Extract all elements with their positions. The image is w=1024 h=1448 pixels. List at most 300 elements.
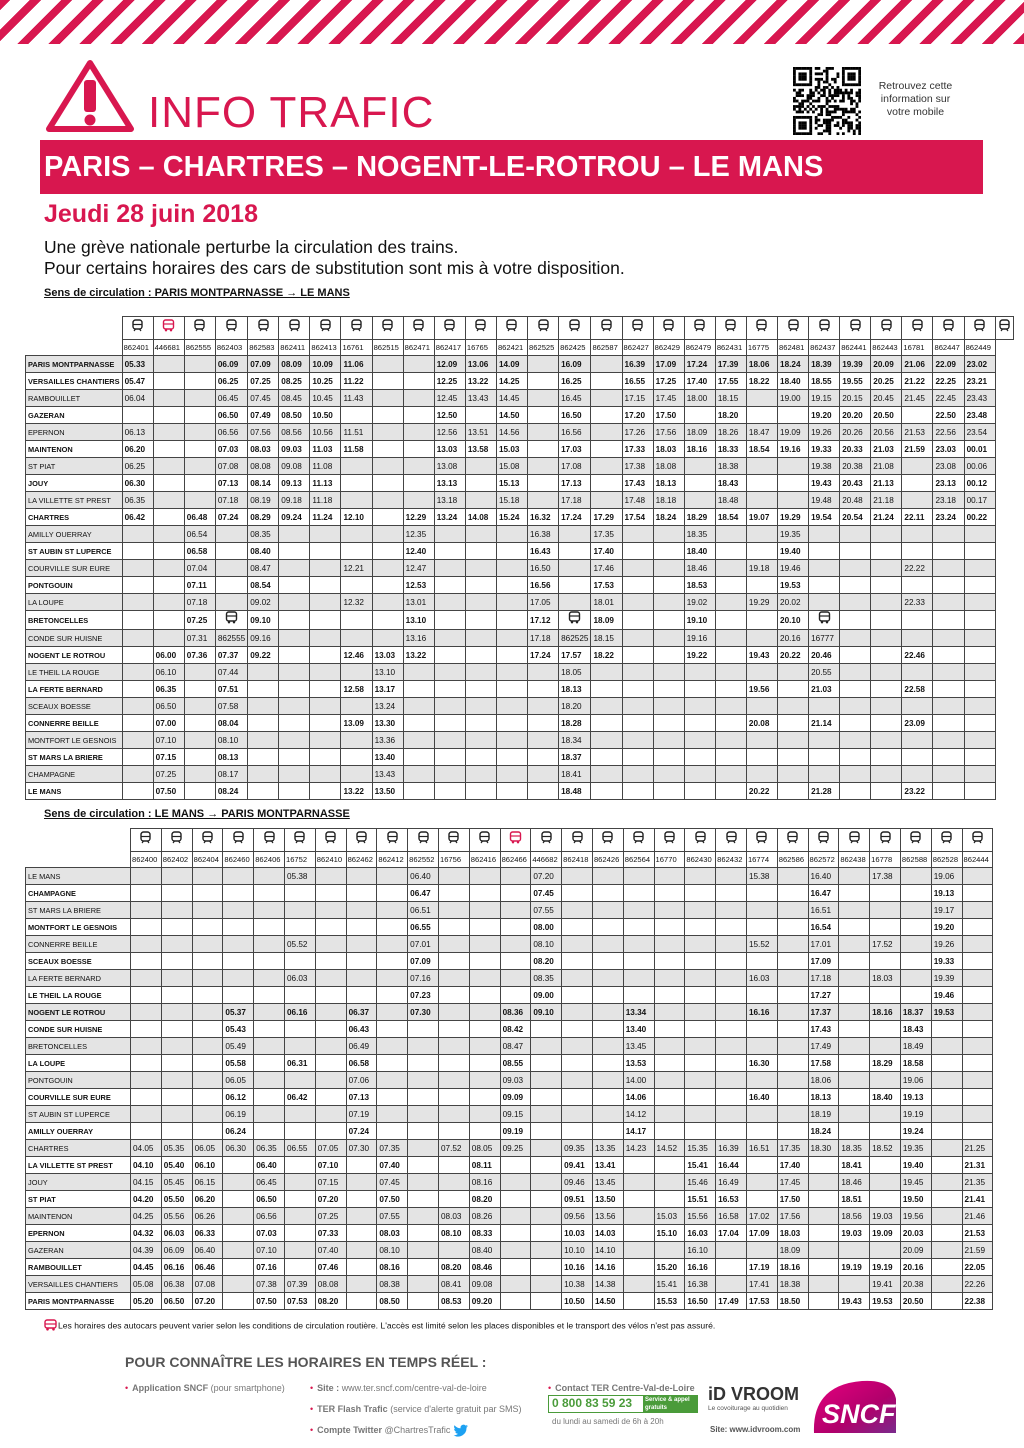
time-cell [591, 681, 622, 698]
time-cell [192, 1038, 223, 1055]
time-cell [528, 492, 559, 509]
time-cell [403, 766, 434, 783]
time-cell: 20.08 [746, 715, 777, 732]
time-cell [931, 1055, 962, 1072]
time-cell: 08.03 [438, 1208, 469, 1225]
coach-note [44, 1319, 715, 1333]
time-cell: 09.02 [248, 594, 279, 611]
time-cell [315, 936, 346, 953]
time-cell: 07.40 [377, 1157, 408, 1174]
train-icon [684, 317, 715, 340]
timetable-row [26, 441, 1014, 458]
time-cell: 15.41 [685, 1157, 716, 1174]
time-cell [808, 1174, 839, 1191]
time-cell [279, 543, 310, 560]
time-cell: 06.19 [223, 1106, 254, 1123]
time-cell: 06.45 [254, 1174, 285, 1191]
time-cell: 16.56 [559, 424, 591, 441]
time-cell [122, 611, 153, 630]
time-cell: 08.03 [248, 441, 279, 458]
timetable-row [26, 902, 993, 919]
time-cell: 11.22 [341, 373, 372, 390]
train-number: 862438 [839, 852, 870, 868]
time-cell: 18.15 [715, 390, 746, 407]
time-cell [254, 919, 285, 936]
time-cell: 12.45 [434, 390, 465, 407]
time-cell: 09.35 [562, 1140, 593, 1157]
time-cell: 15.10 [654, 1225, 685, 1242]
time-cell [622, 766, 653, 783]
time-cell [716, 885, 747, 902]
time-cell: 17.18 [559, 492, 591, 509]
time-cell [778, 766, 809, 783]
time-cell: 18.20 [715, 407, 746, 424]
timetable-row [26, 1038, 993, 1055]
time-cell [777, 1123, 808, 1140]
time-cell [215, 577, 247, 594]
time-cell [153, 407, 184, 424]
time-cell: 19.26 [809, 424, 840, 441]
time-cell: 08.11 [469, 1157, 500, 1174]
time-cell: 14.08 [465, 509, 496, 526]
realtime-title: POUR CONNAÎTRE LES HORAIRES EN TEMPS RÉEL : [125, 1354, 487, 1370]
time-cell: 13.16 [403, 630, 434, 647]
time-cell [403, 749, 434, 766]
time-cell [685, 1106, 716, 1123]
time-cell [153, 560, 184, 577]
time-cell [839, 1106, 870, 1123]
time-cell [438, 919, 469, 936]
time-cell [153, 526, 184, 543]
time-cell [562, 919, 593, 936]
time-cell [685, 953, 716, 970]
time-cell [962, 1089, 993, 1106]
time-cell: 21.03 [871, 441, 902, 458]
time-cell [623, 936, 654, 953]
time-cell: 19.39 [840, 356, 871, 373]
time-cell [622, 698, 653, 715]
timetable-row [26, 577, 1014, 594]
time-cell [248, 664, 279, 681]
time-cell: 06.43 [346, 1021, 377, 1038]
time-cell [964, 594, 995, 611]
sncf-logo [810, 1375, 900, 1437]
time-cell: 06.35 [122, 492, 153, 509]
time-cell: 20.26 [840, 424, 871, 441]
time-cell [531, 1259, 562, 1276]
time-cell [500, 902, 531, 919]
time-cell [715, 647, 746, 664]
time-cell [153, 577, 184, 594]
time-cell [284, 1021, 315, 1038]
time-cell [131, 1004, 162, 1021]
time-cell [933, 749, 964, 766]
time-cell [279, 630, 310, 647]
time-cell [284, 885, 315, 902]
time-cell: 18.26 [715, 424, 746, 441]
time-cell [346, 987, 377, 1004]
time-cell [500, 970, 531, 987]
train-icon [528, 317, 559, 340]
time-cell [716, 1021, 747, 1038]
time-cell: 08.36 [500, 1004, 531, 1021]
time-cell [591, 766, 622, 783]
twitter-handle[interactable]: @ChartresTrafic [384, 1424, 451, 1435]
time-cell [931, 1021, 962, 1038]
timetable-row [26, 698, 1014, 715]
time-cell: 06.12 [223, 1089, 254, 1106]
time-cell [438, 885, 469, 902]
time-cell: 08.47 [500, 1038, 531, 1055]
time-cell [403, 715, 434, 732]
time-cell [184, 766, 215, 783]
time-cell [531, 1072, 562, 1089]
train-icon [315, 829, 346, 852]
timetable-row [26, 715, 1014, 732]
time-cell [871, 664, 902, 681]
time-cell [248, 732, 279, 749]
time-cell [131, 1038, 162, 1055]
time-cell [715, 749, 746, 766]
train-icon [839, 829, 870, 852]
time-cell: 08.05 [469, 1140, 500, 1157]
time-cell: 07.46 [315, 1259, 346, 1276]
header-warning-stripes [0, 0, 1024, 44]
intro-line-1: Une grève nationale perturbe la circulation des trains. [44, 237, 459, 257]
time-cell: 12.56 [434, 424, 465, 441]
time-cell: 06.26 [192, 1208, 223, 1225]
time-cell [341, 492, 372, 509]
time-cell [254, 1089, 285, 1106]
timetable-row [26, 919, 993, 936]
train-number: 862441 [840, 340, 871, 356]
time-cell: 23.48 [964, 407, 995, 424]
station-name: SCEAUX BOESSE [26, 953, 131, 970]
time-cell: 19.24 [900, 1123, 931, 1140]
time-cell: 18.09 [684, 424, 715, 441]
time-cell: 09.46 [562, 1174, 593, 1191]
timetable-row [26, 475, 1014, 492]
time-cell [902, 577, 933, 594]
time-cell [192, 936, 223, 953]
timetable-row [26, 1174, 993, 1191]
time-cell [746, 1157, 777, 1174]
time-cell: 08.35 [248, 526, 279, 543]
time-cell [223, 868, 254, 885]
time-cell [284, 1225, 315, 1242]
time-cell [654, 1089, 685, 1106]
time-cell [931, 1225, 962, 1242]
time-cell: 22.58 [902, 681, 933, 698]
time-cell [377, 902, 408, 919]
time-cell [346, 1157, 377, 1174]
time-cell [592, 868, 623, 885]
time-cell: 07.50 [377, 1191, 408, 1208]
time-cell: 12.29 [403, 509, 434, 526]
time-cell [528, 390, 559, 407]
time-cell: 16.09 [559, 356, 591, 373]
time-cell [315, 868, 346, 885]
time-cell [778, 664, 809, 681]
time-cell [372, 475, 403, 492]
time-cell [465, 407, 496, 424]
time-cell: 10.50 [562, 1293, 593, 1310]
time-cell: 18.15 [591, 630, 622, 647]
time-cell: 19.33 [931, 953, 962, 970]
time-cell: 09.41 [562, 1157, 593, 1174]
idvroom-site[interactable]: Site: www.idvroom.com [710, 1425, 801, 1434]
time-cell: 07.50 [153, 783, 184, 800]
time-cell [122, 647, 153, 664]
station-name: LA VILLETTE ST PREST [26, 492, 123, 509]
time-cell [623, 1276, 654, 1293]
time-cell [654, 987, 685, 1004]
time-cell [559, 560, 591, 577]
timetable-row [26, 1123, 993, 1140]
station-name: ST AUBIN ST LUPERCE [26, 1106, 131, 1123]
time-cell: 20.15 [840, 390, 871, 407]
time-cell: 08.56 [279, 424, 310, 441]
time-cell: 06.09 [161, 1242, 192, 1259]
train-number: 862412 [377, 852, 408, 868]
time-cell [716, 936, 747, 953]
time-cell [346, 1242, 377, 1259]
time-cell: 18.00 [684, 390, 715, 407]
time-cell [622, 611, 653, 630]
time-cell: 17.26 [622, 424, 653, 441]
time-cell: 18.37 [900, 1004, 931, 1021]
time-cell: 19.38 [809, 458, 840, 475]
time-cell: 07.30 [346, 1140, 377, 1157]
train-number: 862564 [623, 852, 654, 868]
time-cell [931, 1174, 962, 1191]
time-cell [839, 936, 870, 953]
station-name: LA LOUPE [26, 1055, 131, 1072]
time-cell: 13.17 [372, 681, 403, 698]
time-cell [900, 902, 931, 919]
train-number: 862515 [372, 340, 403, 356]
time-cell [715, 766, 746, 783]
coach-icon [809, 611, 840, 630]
time-cell [315, 970, 346, 987]
time-cell [279, 560, 310, 577]
time-cell: 18.16 [777, 1259, 808, 1276]
time-cell [153, 475, 184, 492]
time-cell: 17.54 [622, 509, 653, 526]
time-cell [279, 611, 310, 630]
time-cell: 11.06 [341, 356, 372, 373]
time-cell [715, 681, 746, 698]
time-cell [591, 492, 622, 509]
time-cell [933, 664, 964, 681]
time-cell [931, 1191, 962, 1208]
time-cell [623, 1208, 654, 1225]
time-cell [284, 1157, 315, 1174]
time-cell [964, 543, 995, 560]
train-number: 862444 [962, 852, 993, 868]
timetable-row [26, 560, 1014, 577]
time-cell [403, 356, 434, 373]
time-cell: 13.43 [372, 766, 403, 783]
time-cell: 23.54 [964, 424, 995, 441]
time-cell [500, 1174, 531, 1191]
time-cell [161, 987, 192, 1004]
train-number: 446682 [531, 852, 562, 868]
time-cell [715, 611, 746, 630]
time-cell: 16.56 [528, 577, 559, 594]
time-cell [964, 630, 995, 647]
train-number: 862401 [122, 340, 153, 356]
time-cell [496, 766, 527, 783]
station-name: COURVILLE SUR EURE [26, 560, 123, 577]
time-cell [341, 458, 372, 475]
time-cell [684, 407, 715, 424]
time-cell: 21.06 [902, 356, 933, 373]
timetable-row [26, 458, 1014, 475]
time-cell [931, 1072, 962, 1089]
time-cell [870, 1242, 901, 1259]
time-cell [403, 458, 434, 475]
time-cell: 17.41 [746, 1276, 777, 1293]
time-cell: 18.43 [900, 1021, 931, 1038]
time-cell [839, 1242, 870, 1259]
time-cell [284, 1038, 315, 1055]
time-cell [465, 698, 496, 715]
time-cell [840, 611, 871, 630]
time-cell [310, 732, 341, 749]
time-cell [408, 1174, 439, 1191]
time-cell: 16.50 [685, 1293, 716, 1310]
time-cell [528, 356, 559, 373]
time-cell: 06.35 [254, 1140, 285, 1157]
time-cell [284, 987, 315, 1004]
time-cell: 14.38 [592, 1276, 623, 1293]
time-cell: 18.29 [870, 1055, 901, 1072]
time-cell [653, 783, 684, 800]
time-cell: 14.25 [496, 373, 527, 390]
time-cell [254, 885, 285, 902]
time-cell [654, 1021, 685, 1038]
time-cell [746, 1123, 777, 1140]
time-cell [254, 970, 285, 987]
time-cell [346, 1293, 377, 1310]
time-cell [500, 936, 531, 953]
time-cell [871, 560, 902, 577]
time-cell: 18.49 [900, 1038, 931, 1055]
timetable-row [26, 373, 1014, 390]
train-number: 862447 [933, 340, 964, 356]
time-cell [746, 407, 777, 424]
time-cell [685, 1072, 716, 1089]
time-cell [284, 919, 315, 936]
qr-code-icon [793, 67, 861, 135]
station-name: CONDE SUR HUISNE [26, 1021, 131, 1038]
train-icon [377, 829, 408, 852]
time-cell: 07.09 [248, 356, 279, 373]
time-cell: 08.46 [469, 1259, 500, 1276]
time-cell [653, 732, 684, 749]
station-name: NOGENT LE ROTROU [26, 1004, 131, 1021]
time-cell [716, 902, 747, 919]
time-cell: 07.25 [315, 1208, 346, 1225]
time-cell: 09.16 [248, 630, 279, 647]
time-cell: 04.39 [131, 1242, 162, 1259]
time-cell: 17.43 [622, 475, 653, 492]
train-icon [403, 317, 434, 340]
time-cell [192, 902, 223, 919]
time-cell: 05.38 [284, 868, 315, 885]
time-cell: 06.05 [192, 1140, 223, 1157]
time-cell: 10.38 [562, 1276, 593, 1293]
train-number: 862449 [964, 340, 995, 356]
time-cell: 08.50 [377, 1293, 408, 1310]
time-cell [531, 1242, 562, 1259]
time-cell [871, 698, 902, 715]
time-cell: 17.52 [870, 936, 901, 953]
time-cell: 18.46 [839, 1174, 870, 1191]
timetable-row [26, 1208, 993, 1225]
phone-number[interactable] [548, 1395, 698, 1413]
time-cell [653, 611, 684, 630]
time-cell [684, 715, 715, 732]
time-cell [808, 1293, 839, 1310]
train-icon [559, 317, 591, 340]
time-cell [716, 1123, 747, 1140]
site-link[interactable]: www.ter.sncf.com/centre-val-de-loire [341, 1383, 487, 1393]
train-icon [962, 829, 993, 852]
time-cell [496, 732, 527, 749]
time-cell [465, 475, 496, 492]
time-cell [654, 868, 685, 885]
time-cell: 19.15 [809, 390, 840, 407]
time-cell: 15.51 [685, 1191, 716, 1208]
time-cell: 06.40 [192, 1242, 223, 1259]
time-cell [315, 953, 346, 970]
time-cell [153, 611, 184, 630]
time-cell: 06.51 [408, 902, 439, 919]
time-cell [962, 868, 993, 885]
time-cell [528, 766, 559, 783]
time-cell [223, 1293, 254, 1310]
time-cell: 17.38 [622, 458, 653, 475]
time-cell [403, 407, 434, 424]
time-cell: 07.39 [284, 1276, 315, 1293]
station-name: MONTFORT LE GESNOIS [26, 732, 123, 749]
time-cell [778, 698, 809, 715]
time-cell [465, 732, 496, 749]
time-cell [531, 1055, 562, 1072]
time-cell [559, 594, 591, 611]
time-cell: 09.24 [279, 509, 310, 526]
time-cell: 17.50 [777, 1191, 808, 1208]
time-cell: 20.16 [778, 630, 809, 647]
time-cell [746, 732, 777, 749]
train-icon [562, 829, 593, 852]
time-cell [622, 543, 653, 560]
station-name: CONNERRE BEILLE [26, 715, 123, 732]
time-cell: 06.38 [161, 1276, 192, 1293]
time-cell [531, 1106, 562, 1123]
time-cell [310, 630, 341, 647]
time-cell: 08.50 [279, 407, 310, 424]
time-cell: 08.53 [438, 1293, 469, 1310]
timetable-row [26, 1004, 993, 1021]
time-cell [153, 390, 184, 407]
time-cell: 07.08 [215, 458, 247, 475]
time-cell: 19.40 [900, 1157, 931, 1174]
train-icon [184, 317, 215, 340]
train-number: 862431 [715, 340, 746, 356]
